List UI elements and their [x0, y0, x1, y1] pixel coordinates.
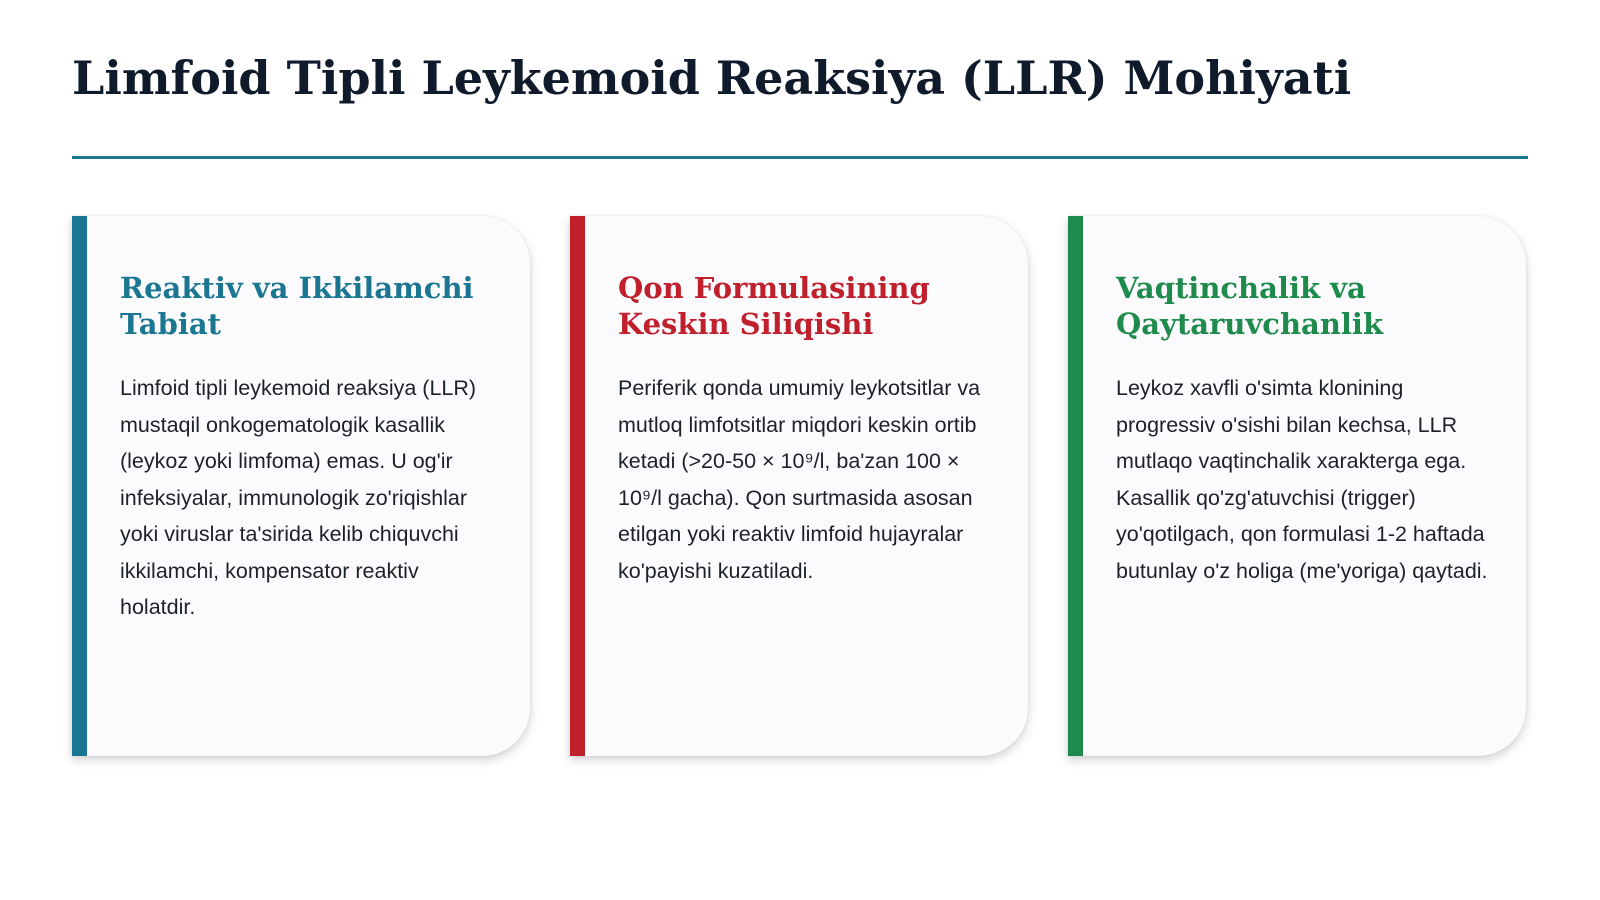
card-body-text: Leykoz xavfli o'simta klonining progressiv o'sishi bilan kechsa, LLR mutlaqo vaqtinchalik xarakterga ega. Kasallik qo'zg'atuvchisi (trigger) yo'qotilgach, qon formulasi 1-2 haftada butunlay o'z holiga (me'yoriga) qaytadi. — [1116, 376, 1488, 583]
card-heading: Reaktiv va Ikkilamchi Tabiat — [120, 271, 474, 341]
card-reversibility — [1068, 216, 1526, 756]
card-heading: Qon Formulasining Keskin Siliqishi — [618, 271, 930, 341]
card-row — [72, 216, 1528, 760]
card-body-text: Periferik qonda umumiy leykotsitlar va mutloq limfotsitlar miqdori keskin ortib ketadi (>20-50 × 10⁹/l, ba'zan 100 × 10⁹/l gacha). Qon surtmasida asosan etilgan yoki reaktiv limfoid hujayralar ko'payishi kuzatiladi. — [618, 376, 981, 583]
page-title: Limfoid Tipli Leykemoid Reaksiya (LLR) Mohiyati — [72, 51, 1352, 105]
title-divider — [72, 156, 1528, 159]
card-heading: Vaqtinchalik va Qaytaruvchanlik — [1116, 271, 1384, 341]
card-body-text: Limfoid tipli leykemoid reaksiya (LLR) mustaqil onkogematologik kasallik (leykoz yoki limfoma) emas. U og'ir infeksiyalar, immunologik zo'riqishlar yoki viruslar ta'sirida kelib chiquvchi ikkilamchi, kompensator reaktiv holatdir. — [120, 376, 477, 619]
card-reactive-nature — [72, 216, 530, 756]
card-blood-formula — [570, 216, 1028, 756]
